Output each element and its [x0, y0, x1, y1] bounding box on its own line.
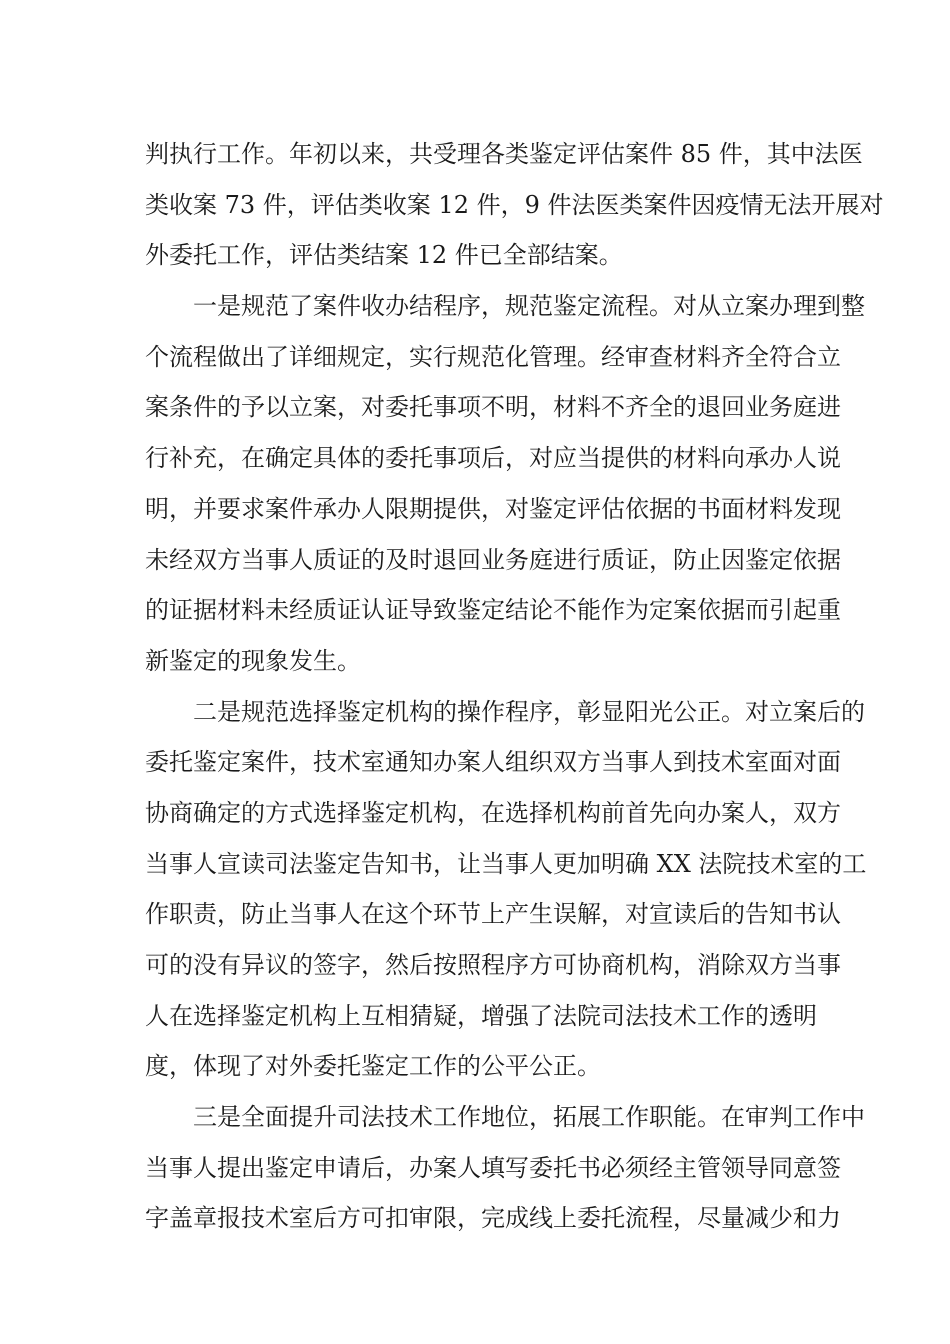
document-body — [145, 129, 884, 1244]
paragraph-3-line-2: 委托鉴定案件，技术室通知办案人组织双方当事人到技术室面对面 — [145, 748, 841, 777]
paragraph-3-line-4: 当事人宣读司法鉴定告知书，让当事人更加明确 XX 法院技术室的工 — [145, 849, 867, 878]
paragraph-3-line-3: 协商确定的方式选择鉴定机构，在选择机构前首先向办案人，双方 — [145, 798, 841, 827]
paragraph-2-line-3: 案条件的予以立案，对委托事项不明，材料不齐全的退回业务庭进 — [145, 393, 841, 422]
paragraph-4-line-1: 三是全面提升司法技术工作地位，拓展工作职能。在审判工作中 — [145, 1103, 865, 1132]
paragraph-2-line-7: 的证据材料未经质证认证导致鉴定结论不能作为定案依据而引起重 — [145, 596, 841, 625]
paragraph-2-line-5: 明，并要求案件承办人限期提供，对鉴定评估依据的书面材料发现 — [145, 494, 841, 523]
paragraph-1-line-2: 类收案 73 件，评估类收案 12 件，9 件法医类案件因疫情无法开展对 — [145, 190, 884, 219]
paragraph-3-line-1: 二是规范选择鉴定机构的操作程序，彰显阳光公正。对立案后的 — [145, 697, 865, 726]
paragraph-3-line-7: 人在选择鉴定机构上互相猜疑，增强了法院司法技术工作的透明 — [145, 1001, 817, 1030]
paragraph-2-line-1: 一是规范了案件收办结程序，规范鉴定流程。对从立案办理到整 — [145, 292, 865, 321]
paragraph-3-line-8: 度，体现了对外委托鉴定工作的公平公正。 — [145, 1052, 601, 1081]
paragraph-4-line-3: 字盖章报技术室后方可扣审限，完成线上委托流程，尽量减少和力 — [145, 1204, 841, 1233]
paragraph-2-line-6: 未经双方当事人质证的及时退回业务庭进行质证，防止因鉴定依据 — [145, 545, 841, 574]
paragraph-1-line-1: 判执行工作。年初以来，共受理各类鉴定评估案件 85 件，其中法医 — [145, 140, 863, 168]
paragraph-1-line-3: 外委托工作，评估类结案 12 件已全部结案。 — [145, 241, 623, 270]
paragraph-3-line-5: 作职责，防止当事人在这个环节上产生误解，对宣读后的告知书认 — [145, 900, 841, 929]
paragraph-2-line-4: 行补充，在确定具体的委托事项后，对应当提供的材料向承办人说 — [145, 444, 841, 473]
paragraph-2-line-2: 个流程做出了详细规定，实行规范化管理。经审查材料齐全符合立 — [145, 342, 841, 371]
paragraph-4-line-2: 当事人提出鉴定申请后，办案人填写委托书必须经主管领导同意签 — [145, 1153, 841, 1182]
paragraph-3-line-6: 可的没有异议的签字，然后按照程序方可协商机构，消除双方当事 — [145, 951, 841, 979]
paragraph-2-line-8: 新鉴定的现象发生。 — [145, 646, 361, 675]
